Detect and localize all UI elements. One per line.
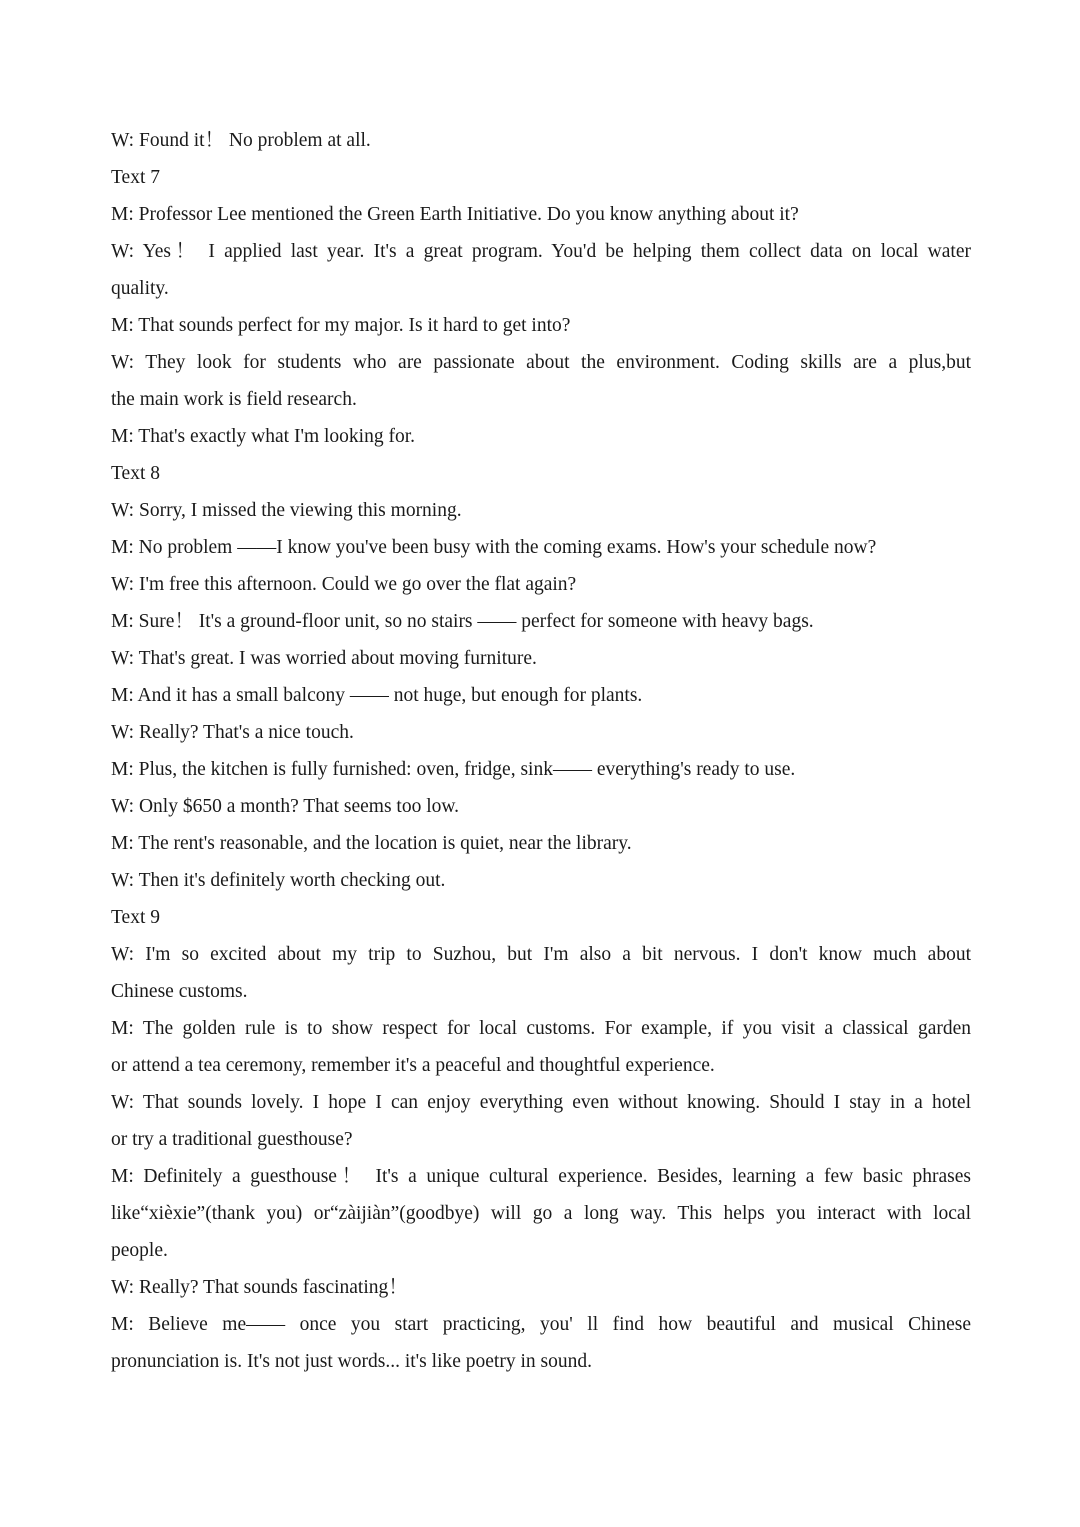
transcript-line: Chinese customs. bbox=[111, 981, 248, 1002]
transcript-line: M: That's exactly what I'm looking for. bbox=[111, 426, 415, 447]
transcript-line: M: That sounds perfect for my major. Is it hard to get into? bbox=[111, 315, 571, 336]
transcript-line: W: That sounds lovely. I hope I can enjoy everything even without knowing. Should I stay in a hotel bbox=[111, 1092, 971, 1113]
transcript-line: M: Plus, the kitchen is fully furnished: oven, fridge, sink—— everything's ready to use. bbox=[111, 759, 796, 780]
transcript-line: or try a traditional guesthouse? bbox=[111, 1129, 353, 1150]
transcript-line: W: I'm so excited about my trip to Suzhou, but I'm also a bit nervous. I don't know much about bbox=[111, 944, 971, 965]
transcript-line: M: Sure！ It's a ground-floor unit, so no stairs —— perfect for someone with heavy bags. bbox=[111, 611, 814, 632]
transcript-line: W: Sorry, I missed the viewing this morning. bbox=[111, 500, 462, 521]
transcript-line: M: Definitely a guesthouse！ It's a unique cultural experience. Besides, learning a few basic phrases bbox=[111, 1166, 971, 1187]
transcript-line: Text 8 bbox=[111, 463, 160, 484]
transcript-line: W: I'm free this afternoon. Could we go over the flat again? bbox=[111, 574, 577, 595]
transcript-line: pronunciation is. It's not just words... it's like poetry in sound. bbox=[111, 1351, 592, 1372]
transcript-line: W: They look for students who are passionate about the environment. Coding skills are a plus,but bbox=[111, 352, 971, 373]
transcript-line: M: The rent's reasonable, and the location is quiet, near the library. bbox=[111, 833, 632, 854]
transcript-line: the main work is field research. bbox=[111, 389, 357, 410]
transcript-line: W: Found it！ No problem at all. bbox=[111, 130, 371, 151]
transcript-line: M: And it has a small balcony —— not huge, but enough for plants. bbox=[111, 685, 643, 706]
transcript-line: W: That's great. I was worried about moving furniture. bbox=[111, 648, 537, 669]
transcript-line: or attend a tea ceremony, remember it's a peaceful and thoughtful experience. bbox=[111, 1055, 715, 1076]
transcript-line: Text 7 bbox=[111, 167, 160, 188]
transcript-line: M: Professor Lee mentioned the Green Earth Initiative. Do you know anything about it? bbox=[111, 204, 799, 225]
transcript-line: Text 9 bbox=[111, 907, 160, 928]
transcript-page bbox=[111, 122, 971, 1380]
transcript-line: people. bbox=[111, 1240, 168, 1261]
transcript-line: W: Really? That sounds fascinating！ bbox=[111, 1277, 408, 1298]
transcript-line: quality. bbox=[111, 278, 169, 299]
transcript-line: M: No problem ——I know you've been busy with the coming exams. How's your schedule now? bbox=[111, 537, 877, 558]
transcript-line: W: Yes！ I applied last year. It's a great program. You'd be helping them collect data on local water bbox=[111, 241, 971, 262]
transcript-line: W: Then it's definitely worth checking out. bbox=[111, 870, 446, 891]
transcript-line: M: The golden rule is to show respect for local customs. For example, if you visit a classical garden bbox=[111, 1018, 971, 1039]
transcript-line: M: Believe me—— once you start practicing, you' ll find how beautiful and musical Chinese bbox=[111, 1314, 971, 1335]
transcript-line: W: Really? That's a nice touch. bbox=[111, 722, 354, 743]
transcript-line: like“xièxie”(thank you) or“zàijiàn”(goodbye) will go a long way. This helps you interact with local bbox=[111, 1203, 971, 1224]
transcript-line: W: Only $650 a month? That seems too low. bbox=[111, 796, 460, 817]
